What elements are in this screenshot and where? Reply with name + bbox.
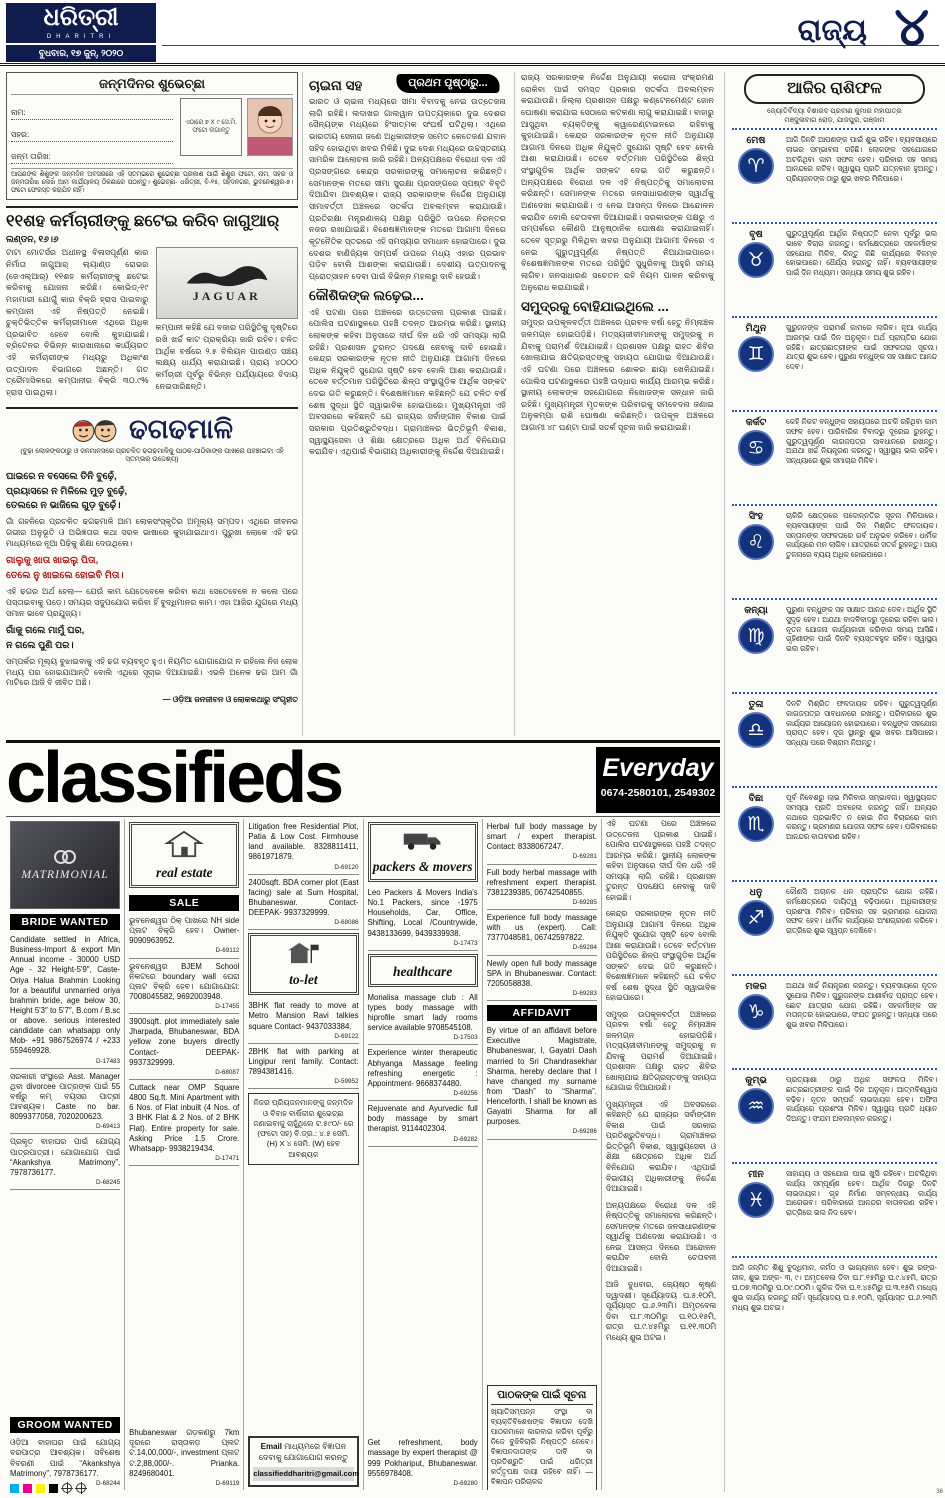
ad-id: D-17471 bbox=[215, 1154, 240, 1162]
ad-text: 3BHK flat ready to move at Metro Mansion Ravi talkies square Contact- 9437033384. bbox=[248, 1001, 359, 1031]
verse-2-line-1: ଗାଲୁକୁ ଖାତା ଖାଇଲୁ ପିତା, bbox=[6, 555, 99, 567]
email-instruction: ମାଧ୍ୟମରେ ବିଜ୍ଞାପନ ଦେବାକୁ ଯୋଗାଯୋଗ କରନ୍ତୁ bbox=[258, 1442, 348, 1462]
registration-target-icon bbox=[62, 1483, 72, 1493]
classified-ad bbox=[10, 932, 120, 1069]
classifieds-column-matrimonial bbox=[6, 819, 125, 1490]
ad-id: D-69284 bbox=[572, 944, 597, 952]
sea-article-body: ସମୁଦ୍ର ଉପକୂଳବର୍ତ୍ତୀ ଅଞ୍ଚଳରେ ପ୍ରବଳ ବର୍ଷା ହେତୁ ନିମ୍ନାଞ୍ଚଳ ଜଳମଗ୍ନ ହୋଇପଡ଼ିଛି। ମତ୍ସ୍ୟଜୀବୀମାନଙ୍କୁ ସମୁଦ୍ରକୁ ନ ଯିବାକୁ ପରାମର୍ଶ ଦିଆଯାଇଛି। ପ୍ରଶାସନ ପକ୍ଷରୁ ରାହତ ଶିବିର ଖୋଲାଯାଇ କ୍ଷତିଗ୍ରସ୍ତଙ୍କୁ ସହାୟତା ଯୋଗାଇ ଦିଆଯାଉଛି। ଏହି ଘଟଣା ପରେ ଅଞ୍ଚଳରେ ଶୋକର ଛାୟା ଖେଳିଯାଇଛି। ପୋଲିସ ଘଟଣାସ୍ଥଳରେ ପହଞ୍ଚି ଉଦ୍ଧାର କାର୍ଯ୍ୟ ଆରମ୍ଭ କରିଛି। ସ୍ଥାନୀୟ ଲୋକଙ୍କ ସହଯୋଗରେ ନିଖୋଜଙ୍କ ସନ୍ଧାନ ଜାରି ରହିଛି। ମୁଖ୍ୟମନ୍ତ୍ରୀ ମୃତକଙ୍କ ପରିବାରକୁ ସମବେଦନା ଜଣାଇ ଅନୁକମ୍ପା ରାଶି ଘୋଷଣା କରିଛନ୍ତି। ଉପକୂଳ ଅଞ୍ଚଳରେ ଆଗାମୀ ୪୮ ଘଣ୍ଟା ପାଇଁ ସତର୍କ ସୂଚନା ଜାରି କରାଯାଇଛି। bbox=[521, 318, 714, 433]
matrimonial-label: MATRIMONIAL bbox=[21, 869, 109, 881]
classified-ad bbox=[248, 998, 358, 1044]
ad-text: Experience full body massage with us (expert). Call: 7377048581, 06742597822. bbox=[486, 913, 597, 943]
continued-from-page-one-label: ପ୍ରଥମ ପୃଷ୍ଠାରୁ... bbox=[395, 74, 501, 93]
sagittarius-icon: ♐ bbox=[738, 900, 774, 936]
zodiac-entry-simha bbox=[732, 504, 937, 598]
zodiac-entry-mesha bbox=[732, 128, 937, 222]
ad-text: 3900sqft. plot immediately sale Jharpada, Bhubaneswar, BDA yellow zone buyers directly Contact- DEEPAK- 9937329999. bbox=[129, 1017, 240, 1067]
verse-3-line-1: ଗାଁକୁ ଗଲେ ମାମୁଁ ଘର, bbox=[6, 625, 85, 637]
bride-wanted-header: BRIDE WANTED bbox=[10, 914, 120, 930]
classified-ad bbox=[487, 956, 597, 1002]
horoscope-title: ଆଜିର ରାଶିଫଳ bbox=[744, 74, 925, 104]
text-paragraph: ସମୁଦ୍ର ଉପକୂଳବର୍ତ୍ତୀ ଅଞ୍ଚଳରେ ପ୍ରବଳ ବର୍ଷା ହେତୁ ନିମ୍ନାଞ୍ଚଳ ଜଳମଗ୍ନ ହୋଇପଡ଼ିଛି। ମତ୍ସ୍ୟଜୀବୀମାନଙ୍କୁ ସମୁଦ୍ରକୁ ନ ଯିବାକୁ ପରାମର୍ଶ ଦିଆଯାଇଛି। ପ୍ରଶାସନ ପକ୍ଷରୁ ରାହତ ଶିବିର ଖୋଲାଯାଇ କ୍ଷତିଗ୍ରସ୍ତଙ୍କୁ ସହାୟତା ଯୋଗାଇ ଦିଆଯାଉଛି। bbox=[605, 1009, 717, 1093]
sea-article-heading: ସମୁଦ୍ରକୁ ବୋହିଯାଇଥିଲେ ... bbox=[521, 299, 669, 315]
zodiac-text: କୌଣସି ଅଚାନକ ଧନ ପ୍ରାପ୍ତିର ଯୋଗ ରହିଛି। କର୍ମକ୍ଷେତ୍ରରେ ଦାୟିତ୍ୱ ବଢ଼ିପାରେ। ଅଧିକାରୀଙ୍କ ପ୍ରଶଂସା ମିଳିବ। ପରିବାର ସହ ଭ୍ରମଣର ଯୋଜନା ସଫଳ ହେବ। ଧାର୍ମିକ କାର୍ଯ୍ୟରେ ଅଂଶଗ୍ରହଣ କରିବେ। ରାତ୍ରିରେ ଶୁଭ ସ୍ୱପ୍ନ ଦେଖିବେ। bbox=[786, 886, 937, 936]
ad-id: D-59952 bbox=[334, 1078, 359, 1086]
date-line: ବୁଧବାର, ୧୭ ଜୁନ୍, ୨୦୨୦ bbox=[6, 45, 156, 62]
zodiac-name: କର୍କଟ bbox=[745, 416, 767, 428]
classified-ad bbox=[129, 1425, 239, 1490]
zodiac-entry-makara bbox=[732, 974, 937, 1068]
horoscope-column bbox=[724, 72, 939, 1492]
zodiac-left bbox=[732, 323, 780, 406]
zodiac-name: ମୀନ bbox=[748, 1168, 764, 1180]
ad-id: D-17503 bbox=[453, 1034, 478, 1042]
classifieds-column-text bbox=[602, 819, 720, 1490]
readers-notice-box bbox=[487, 1385, 597, 1490]
text-paragraph: ଅନ୍ୟପକ୍ଷରେ ବିରୋଧୀ ଦଳ ଏହି ନିଷ୍ପତ୍ତିକୁ ସମାଲୋଚନା କରିଛନ୍ତି। ସେମାନଙ୍କ ମତରେ ଜନସାଧାରଣଙ୍କ ସ୍ୱାର୍ଥକୁ ଅଣଦେଖା କରାଯାଉଛି। ଏ ନେଇ ଆସନ୍ତା ଦିନରେ ଆନ୍ଦୋଳନ କରାଯିବ ବୋଲି ଚେତାବନୀ ଦିଆଯାଇଛି। bbox=[605, 1200, 717, 1273]
jaguar-body-left: ଟାଟା ମୋଟର୍ସର ଅଧୀନସ୍ଥ ବିଳାସପୂର୍ଣ୍ଣ କାର ନିର୍ମାତା ଜାଗୁଆର୍ ଲ୍ୟାଣ୍ଡ ରୋଭର (ଜେଏଲ୍‌ଆର୍) ୧୧ଶହ କର୍ମଚାରୀଙ୍କୁ ଛଟେଇ କରିବାକୁ ଯୋଜନା କରିଛି। କୋଭିଡ୍-୧୯ ମହାମାରୀ ଯୋଗୁଁ କାର ବିକ୍ରି ହ୍ରାସ ପାଇବାରୁ କମ୍ପାନୀ ଏହି ନିଷ୍ପତ୍ତି ନେଇଛି। ଚୁକ୍ତିଭିତ୍ତିକ କର୍ମଚାରୀମାନେ ଏଥିରେ ଅଧିକ ପ୍ରଭାବିତ ହେବେ ବୋଲି କୁହାଯାଇଛି। ବ୍ରିଟେନର ବିଭିନ୍ନ କାରଖାନାରେ କାର୍ଯ୍ୟରତ ଏହି କର୍ମଚାରୀଙ୍କ ମଧ୍ୟରୁ ଅଧିକାଂଶ ଉତ୍ପାଦନ ବିଭାଗରେ ଅଛନ୍ତି। ଗତ ତ୍ରୈମାସିକରେ କମ୍ପାନୀର ବିକ୍ରି ୩୦.୯% ହ୍ରାସ ପାଇଥିଲା। bbox=[6, 248, 149, 397]
zodiac-entry-kanya bbox=[732, 598, 937, 692]
ad-id: D-69280 bbox=[453, 1479, 478, 1487]
zodiac-left bbox=[732, 417, 780, 500]
verse-2 bbox=[6, 554, 298, 583]
jaguar-cat-icon bbox=[181, 263, 273, 289]
dhagadhamali-subtitle: (ବୁଢ଼ା ଲୋକଙ୍କଠାରୁ ଓ ଜନମାନସରେ ପ୍ରଚଳିତ ଢଗଢମାଳିକୁ ପାଠକ-ପାଠିକାଙ୍କ ପାଖରେ ପହଞ୍ଚାଇବା ଏହି ସ୍ତମ୍ଭର ଉଦ୍ଦେଶ୍ୟ) bbox=[20, 447, 284, 464]
taurus-icon: ♉ bbox=[738, 242, 774, 278]
zodiac-name: କୁମ୍ଭ bbox=[745, 1074, 767, 1086]
dhagadhamali-title: ଢଗଢମାଳି bbox=[129, 413, 233, 444]
child-face-icon bbox=[248, 99, 292, 155]
horoscope-footer: ଆଜି ଜନ୍ମିତ ଶିଶୁ ବୁଦ୍ଧିମାନ, କର୍ମଠ ଓ ଭାଗ୍ୟବାନ ହେବ। ଶୁଭ ରଙ୍ଗ- ନୀଳ, ଶୁଭ ଅଙ୍କ- ୩, ୯। ଅମୃତବେଳା ଦିବା ଘ.୮.୧୫ମିରୁ ଘ.୯.୪୫ମି, ରାତ୍ର ଘ.୦୭.୩୦ମିରୁ ଘ.୦୯.୦୦ମି। ଗୁଳିକ ଦିବା ଘ.୧.୪୫ମିରୁ ଘ.୩.୧୫ମି ମଧ୍ୟେ ଶୁଭ କାର୍ଯ୍ୟ କରନ୍ତୁ ନାହିଁ। ସୂର୍ଯ୍ୟୋଦୟ ଘ.୫.୧୦ମି, ସୂର୍ଯ୍ୟାସ୍ତ ଘ.୬.୨୩ମି ମଧ୍ୟ ଶୁଭ ଅଟଇ। bbox=[732, 1256, 937, 1313]
matrimonial-banner bbox=[10, 821, 120, 909]
jaguar-logo-image bbox=[156, 247, 299, 319]
ad-id: D-69122 bbox=[334, 1032, 359, 1040]
ad-id: D-69282 bbox=[453, 1135, 478, 1143]
classified-ad bbox=[10, 1435, 120, 1490]
aquarius-icon: ♒ bbox=[738, 1088, 774, 1124]
zodiac-text: ସାହାଯ୍ୟ ଓ ସହଯୋଗ ପାଇ ଖୁସି ରହିବେ। ଅଟକିଥିବା କାର୍ଯ୍ୟ ସମ୍ପୂର୍ଣ୍ଣ ହେବ। ଆର୍ଥିକ ଦିଗରୁ ଦିନଟି ଲାଭଦାୟକ। ଗୃହ ନିର୍ମାଣ ସମ୍ବନ୍ଧୀୟ କାର୍ଯ୍ୟ ଆଗେଇବ। ପରିବାରରେ ଆନନ୍ଦର ବାତାବରଣ ରହିବ। ରାତ୍ରିରେ ଭଲ ନିଦ ହେବ। bbox=[786, 1168, 937, 1218]
classified-ad bbox=[129, 1080, 239, 1166]
birthday-body bbox=[11, 98, 293, 164]
zodiac-name: କନ୍ୟା bbox=[744, 604, 768, 616]
zodiac-entry-kumbha bbox=[732, 1068, 937, 1162]
ad-id: D-69286 bbox=[572, 1128, 597, 1136]
zodiac-text: ଚାକିରି କ୍ଷେତ୍ରରେ ପଦୋନ୍ନତିର ସୂଚନା ମିଳିପାରେ। ବ୍ୟବସାୟୀଙ୍କ ପାଇଁ ଦିନ ମିଶ୍ରିତ ଫଳଦାୟକ। ସନ୍ତାନଙ୍କ ସଫଳତାରେ ଗର୍ବ ଅନୁଭବ କରିବେ। ଧାର୍ମିକ କାର୍ଯ୍ୟରେ ମନ ଲାଗିବ। ଯାତ୍ରାରେ ସତର୍କ ରୁହନ୍ତୁ। ଆୟ ତୁଳନାରେ ବ୍ୟୟ ଅଧିକ ହୋଇପାରେ। bbox=[786, 510, 937, 560]
groom-wanted-block bbox=[10, 1413, 120, 1490]
ad-text: Litigation free Residential Plot, Patia & Low Cost. Firmhouse land available. 8328811411, 9861971879. bbox=[248, 822, 359, 862]
real-estate-label: real estate bbox=[155, 865, 213, 880]
dhagadhamali-section bbox=[6, 407, 298, 706]
zodiac-entry-karkata bbox=[732, 410, 937, 504]
middle-column-2-intro: ରାଜ୍ୟ ସରକାରଙ୍କ ନିର୍ଦ୍ଦେଶ ଅନୁଯାୟୀ କରୋନା ସଂକ୍ରମଣ ରୋକିବା ପାଇଁ ସମସ୍ତ ପ୍ରକାର ସତର୍କତା ଅବଲମ୍ବନ କରାଯାଉଛି। ଜିଲ୍ଲା ପ୍ରଶାସନ ପକ୍ଷରୁ କଣ୍ଟେନମେଣ୍ଟ ଜୋନ ଘୋଷଣା କରାଯାଇ ସେଠାରେ କଟକଣା ଲାଗୁ କରାଯାଇଛି। ବାହାରୁ ଆସୁଥିବା ବ୍ୟକ୍ତିଙ୍କୁ କ୍ୱାରେଣ୍ଟାଇନରେ ରହିବାକୁ କୁହାଯାଇଛି। କେନ୍ଦ୍ର ସରକାରଙ୍କ ନୂତନ ନୀତି ଅନୁଯାୟୀ ଆଗାମୀ ଦିନରେ ଅଧିକ ନିଯୁକ୍ତି ସୁଯୋଗ ସୃଷ୍ଟି ହେବ ବୋଲି ଆଶା କରାଯାଉଛି। ତେବେ ବର୍ତ୍ତମାନ ପରିସ୍ଥିତିରେ ଶିଳ୍ପ ସଂସ୍ଥାଗୁଡ଼ିକ ଆର୍ଥିକ ସଙ୍କଟ ଦେଇ ଗତି କରୁଛନ୍ତି। ଅନ୍ୟପକ୍ଷରେ ବିରୋଧୀ ଦଳ ଏହି ନିଷ୍ପତ୍ତିକୁ ସମାଲୋଚନା କରିଛନ୍ତି। ସେମାନଙ୍କ ମତରେ ଜନସାଧାରଣଙ୍କ ସ୍ୱାର୍ଥକୁ ଅଣଦେଖା କରାଯାଉଛି। ଏ ନେଇ ଆସନ୍ତା ଦିନରେ ଆନ୍ଦୋଳନ କରାଯିବ ବୋଲି ଚେତାବନୀ ଦିଆଯାଇଛି। ସରକାରଙ୍କ ପକ୍ଷରୁ ଏ ସମ୍ପର୍କରେ କୌଣସି ଆନୁଷ୍ଠାନିକ ଘୋଷଣା କରାଯାଇନାହିଁ। ତେବେ ସୂତ୍ରରୁ ମିଳିଥିବା ଖବର ଅନୁଯାୟୀ ଆଗାମୀ ଦିନରେ ଏ ନେଇ ଗୁରୁତ୍ୱପୂର୍ଣ୍ଣ ନିଷ୍ପତ୍ତି ନିଆଯାଇପାରେ। ବିଶେଷଜ୍ଞମାନଙ୍କ ମତରେ ପରିସ୍ଥିତି ସୁଧୁରିବାକୁ ଆହୁରି ସମୟ ଲାଗିବ। ଜନସାଧାରଣ ସଚେତନ ରହି ନିୟମ ପାଳନ କରିବାକୁ ଅନୁରୋଧ କରାଯାଇଛି। bbox=[521, 73, 714, 292]
zodiac-entry-tula bbox=[732, 692, 937, 786]
zodiac-left bbox=[732, 793, 780, 876]
cartoon-faces-icon bbox=[71, 414, 119, 446]
classifieds-header bbox=[6, 740, 720, 818]
dhagadhamali-header bbox=[6, 414, 298, 446]
ad-id: D-69256 bbox=[453, 1089, 478, 1097]
classifieds-title: classifieds bbox=[6, 740, 342, 818]
name-field-label: ନାମ: bbox=[11, 108, 173, 120]
masthead bbox=[6, 3, 156, 43]
real-estate-category-box bbox=[129, 822, 239, 888]
classified-ad bbox=[248, 1044, 358, 1090]
middle-column-2 bbox=[514, 72, 720, 736]
ad-text: Experience winter therapeutic Abhyanga Massage feeling refreshing energetic : Appointment- 9668374480. bbox=[367, 1048, 478, 1088]
classified-ad bbox=[368, 1101, 478, 1147]
masthead-title: ଧରିତ୍ରୀ bbox=[43, 4, 119, 31]
jaguar-article bbox=[6, 206, 298, 399]
zodiac-name: ମକର bbox=[745, 980, 767, 992]
zodiac-text: ଗୁରୁତ୍ୱପୂର୍ଣ୍ଣ ଆର୍ଥିକ ନିଷ୍ପତ୍ତି ନେବା ପୂର୍ବରୁ ଭଲ ଭାବେ ବିଚାର କରନ୍ତୁ। କର୍ମକ୍ଷେତ୍ରରେ ସହକର୍ମୀଙ୍କ ସହଯୋଗ ମିଳିବ, କିନ୍ତୁ କିଛି କାର୍ଯ୍ୟରେ ବିଳମ୍ବ ହୋଇପାରେ। ଧୈର୍ଯ୍ୟ ହରାନ୍ତୁ ନାହିଁ। ବ୍ୟବସାୟୀଙ୍କ ପାଇଁ ଦିନ ମଧ୍ୟମ। ସନ୍ଧ୍ୟା ସମୟ ଶୁଭ ରହିବ। bbox=[786, 228, 937, 278]
zodiac-left bbox=[732, 605, 780, 688]
healthcare-category-box bbox=[368, 954, 478, 987]
birthday-form-fields bbox=[11, 98, 175, 164]
ad-text: Bhubaneswar ଗଡ଼କଣରୁ 7km ଦୂରରେ ରାସ୍ତାକଡ଼ ପ୍ଲଟ ଟ.14,00,000/-, investment ପ୍ଲଟ ଟ.2,88,000/-. Prianka. 8249680401. bbox=[129, 1428, 240, 1478]
ad-text: Candidate settled in Africa, Business-Import & export Min Annual income - 30000 USD Age - 32 Height-5'9″, Caste-Oriya Halua Brahmin Looking for a beautiful unmarried oriya brahmin bride, age below 30, Height 5'3″ to 5'7″, B.com / B.sc or above. serious interested candidate can whatsapp only Mob- +91 9867526974 / +233 559469928. bbox=[10, 935, 121, 1056]
ad-id: D-17483 bbox=[96, 1057, 121, 1065]
ad-id: D-69281 bbox=[572, 853, 597, 861]
zodiac-left bbox=[732, 1169, 780, 1252]
dhagadhamali-para-1: ଗାଁ ଗହଳିରେ ପ୍ରଚଳିତ ଢଗଢମାଳି ଆମ ଲୋକସଂସ୍କୃତିର ଅମୂଲ୍ୟ ସମ୍ପଦ। ଏଥିରେ ଜୀବନର ଗଭୀର ଅନୁଭୂତି ଓ ଅଭିଜ୍ଞତାର କଥା ସରଳ ଭାଷାରେ କୁହାଯାଇଥାଏ। ପୁରୁଖା ଲୋକେ ଏହି ଢଗ ମାଧ୍ୟମରେ ନୂଆ ପିଢ଼ିକୁ ଶିକ୍ଷା ଦେଉଥିଲେ। bbox=[6, 517, 298, 548]
ad-text: ଭୁବନେଶ୍ୱର ଠିକ୍ ପାଖରେ NH side ପ୍ଲଟ ବିକ୍ରି ହେବ। Owner- 9090963952. bbox=[129, 916, 240, 946]
ad-text: Rejuvenate and Ayurvedic full body massage by smart therapist. 9114402304. bbox=[367, 1104, 478, 1134]
affidavit-ad bbox=[487, 1023, 597, 1139]
jaguar-dateline: ଲଣ୍ଡନ, ୧୬।୬ bbox=[6, 234, 59, 245]
zodiac-left bbox=[732, 1075, 780, 1158]
zodiac-entry-brusha bbox=[732, 222, 937, 316]
middle-column-1 bbox=[302, 72, 512, 736]
dob-field-label: ଜନ୍ମ ତାରିଖ: bbox=[11, 152, 173, 164]
ad-id: D-69112 bbox=[215, 947, 240, 955]
dhagadhamali-para-2: ଏହି ଢଗର ଅର୍ଥ ହେଲା— ଯେଉଁ କାମ ଯେତେବେଳେ କରିବା କଥା ସେତେବେଳେ ନ କଲେ ପରେ ପସ୍ତାଇବାକୁ ପଡ଼େ। ସମୟର ସଦୁପଯୋଗ କରିବା ହିଁ ବୁଦ୍ଧିମାନର କାମ। ଏହା ଆଜିର ଯୁଗରେ ମଧ୍ୟ ସମାନ ଭାବେ ପ୍ରଯୁଜ୍ୟ। bbox=[6, 586, 298, 618]
jaguar-body-right-wrap bbox=[156, 247, 299, 398]
zodiac-name: ତୁଳା bbox=[748, 698, 764, 710]
kaushik-article-body: ଏହି ଘଟଣା ପରେ ଅଞ୍ଚଳରେ ଉତ୍ତେଜନା ପ୍ରକାଶ ପାଇଛି। ପୋଲିସ ଘଟଣାସ୍ଥଳରେ ପହଞ୍ଚି ତଦନ୍ତ ଆରମ୍ଭ କରିଛି। ସ୍ଥାନୀୟ ଲୋକଙ୍କ କହିବା ଅନୁସାରେ ଦୀର୍ଘ ଦିନ ଧରି ଏହି ସମସ୍ୟା ଲାଗି ରହିଛି। ପ୍ରଶାସନ ତୁରନ୍ତ ପଦକ୍ଷେ ନେବାକୁ ଦାବି ହୋଇଛି। କେନ୍ଦ୍ର ସରକାରଙ୍କ ନୂତନ ନୀତି ଅନୁଯାୟୀ ଆଗାମୀ ଦିନରେ ଅଧିକ ନିଯୁକ୍ତି ସୁଯୋଗ ସୃଷ୍ଟି ହେବ ବୋଲି ଆଶା କରାଯାଉଛି। ତେବେ ବର୍ତ୍ତମାନ ପରିସ୍ଥିତିରେ ଶିଳ୍ପ ସଂସ୍ଥାଗୁଡ଼ିକ ଆର୍ଥିକ ସଙ୍କଟ ଦେଇ ଗତି କରୁଛନ୍ତି। ବିଶେଷଜ୍ଞମାନେ କହିଛନ୍ତି ଯେ ଚଳିତ ବର୍ଷ ଶେଷ ସୁଦ୍ଧା ସ୍ଥିତି ସ୍ୱାଭାବିକ ହୋଇପାରେ। ମୁଖ୍ୟମନ୍ତ୍ରୀ ଏହି ଅବସରରେ କହିଛନ୍ତି ଯେ ରାଜ୍ୟର ସର୍ବାଙ୍ଗୀନ ବିକାଶ ପାଇଁ ସରକାର ପ୍ରତିଶ୍ରୁତିବଦ୍ଧ। ଗ୍ରାମାଞ୍ଚଳର ଭିତ୍ତିଭୂମି ବିକାଶ, ସ୍ୱାସ୍ଥ୍ୟସେବା ଓ ଶିକ୍ଷା କ୍ଷେତ୍ରରେ ଅଧିକ ଅର୍ଥ ବିନିଯୋଗ କରାଯିବ। ଏଥିପାଇଁ ବିଭାଗୀୟ ଅଧିକାରୀଙ୍କୁ ନିର୍ଦ୍ଦେଶ ଦିଆଯାଇଛି। bbox=[309, 307, 506, 457]
registration-target-icon bbox=[76, 1483, 86, 1493]
to-let-house-icon bbox=[285, 941, 321, 965]
greeting-rate-box: ନିଜର ପ୍ରିୟଜନମାନଙ୍କୁ ଜନ୍ମଦିନ ଓ ବିବାହ ବାର୍ଷିକୀର ଶୁଭେଚ୍ଛା ଜଣାଇବାକୁ ଚାହୁଁଥିଲେ ଟ.୫୯୦/- ରେ (ଫଟୋ ସହ) ବି.ଡ୍ର.: ୪.୫ ସେମି. (H) X ୪ ସେମି. (W) ହେବ ଆବଶ୍ୟକ bbox=[248, 1093, 358, 1165]
email-label: Email bbox=[260, 1442, 282, 1452]
classifieds-column-affidavit bbox=[483, 819, 602, 1490]
ad-id: D-68086 bbox=[334, 919, 359, 927]
ad-id: D-69283 bbox=[572, 990, 597, 998]
ad-id: D-69120 bbox=[334, 863, 359, 871]
left-column bbox=[6, 72, 298, 736]
cancer-icon: ♋ bbox=[738, 430, 774, 466]
zodiac-entry-bichha bbox=[732, 786, 937, 880]
leo-icon: ♌ bbox=[738, 524, 774, 560]
zodiac-name: ଧନୁ bbox=[749, 886, 763, 898]
zodiac-text: ଆଜି ଦିନଟି ଆପଣଙ୍କ ପାଇଁ ଶୁଭ ରହିବ। ବ୍ୟବସାୟରେ ଲାଭର ସମ୍ଭାବନା ରହିଛି। ଲୋକଙ୍କ ସହଯୋଗରେ ଅଟକିଥିବା କାମ ସଫଳ ହେବ। ପରିବାର ସହ ସମୟ ଆନନ୍ଦରେ କଟିବ। ସ୍ୱାସ୍ଥ୍ୟ ପ୍ରତି ଯତ୍ନବାନ ହୁଅନ୍ତୁ। ପ୍ରିୟଜନଙ୍କ ଠାରୁ ଶୁଭ ଖବର ମିଳିପାରେ। bbox=[786, 134, 937, 184]
text-paragraph: ଏହି ଘଟଣା ପରେ ଅଞ୍ଚଳରେ ଉତ୍ତେଜନା ପ୍ରକାଶ ପାଇଛି। ପୋଲିସ ଘଟଣାସ୍ଥଳରେ ପହଞ୍ଚି ତଦନ୍ତ ଆରମ୍ଭ କରିଛି। ସ୍ଥାନୀୟ ଲୋକଙ୍କ କହିବା ଅନୁସାରେ ଦୀର୍ଘ ଦିନ ଧରି ଏହି ସମସ୍ୟା ଲାଗି ରହିଛି। ପ୍ରଶାସନ ତୁରନ୍ତ ପଦକ୍ଷେପ ନେବାକୁ ଦାବି ହୋଇଛି। bbox=[605, 819, 717, 902]
ad-id: D-68245 bbox=[96, 1178, 121, 1186]
zodiac-left bbox=[732, 229, 780, 312]
dhagadhamali-para-3: ସମ୍ପର୍କର ମୂଲ୍ୟ ବୁଝାଇବାକୁ ଏହି ଢଗ ବ୍ୟବହୃତ ହୁଏ। ନିୟମିତ ଯୋଗାଯୋଗ ନ ରହିଲେ ନିଜ ଲୋକ ମଧ୍ୟ ପର ହୋଇଯାଆନ୍ତି ବୋଲି ଏଥିରେ ସୂଚାଇ ଦିଆଯାଇଛି। ଏଭଳି ଅନେକ ଢଗ ଆମ ଗାଁ ମାଟିରେ ଆଜି ବି ଜୀବିତ ଅଛି। bbox=[6, 656, 298, 688]
ad-text: Get refreshment, body massage by expert therapist @ 999 Pokhariput, Bhubaneswar. 9556978408. bbox=[367, 1438, 478, 1478]
ad-text: Full body herbal massage with refreshment expert therapist. 7381239385, 06742540855. bbox=[486, 867, 597, 897]
packers-movers-label: packers & movers bbox=[372, 859, 473, 874]
truck-icon bbox=[401, 830, 445, 852]
classified-ad bbox=[368, 990, 478, 1046]
ad-text: ପ୍ରକୃତ ବାହାଘର ପାଇଁ ଯୋଗ୍ୟ ପାତ୍ରପାତ୍ରୀ। ଯୋଗାଯୋଗ ପାଇଁ “Akankshya Matrimony”, 7978736177. bbox=[10, 1137, 121, 1177]
affidavit-header: AFFIDAVIT bbox=[487, 1005, 597, 1021]
city-field-label: ସହର: bbox=[11, 130, 173, 142]
astrologer-name: ଜ୍ୟୋତିର୍ବିଦ୍ୟା ବିଶାରଦ ପ୍ରବୀଣ କୁମାର ମହାପାତ୍ର bbox=[767, 108, 902, 115]
readers-notice-text: ଖ୍ୟାତିସମ୍ପନ୍ନ ସଂସ୍ଥା ବା ବ୍ୟକ୍ତିବିଶେଷଙ୍କ ବିଜ୍ଞାପନ ଦେଖି ପାଠକମାନେ କାରବାର କରିବା ପୂର୍ବରୁ ନିଜେ ବୁଝିବିଚାରି ନିଷ୍ପତ୍ତି ନେବେ। ବିଜ୍ଞାପନଦାତାଙ୍କ ଦାବି ବା ପ୍ରତିଶ୍ରୁତି ପାଇଁ ଧରିତ୍ରୀ କର୍ତ୍ତୃପକ୍ଷ ଦାୟୀ ରହିବେ ନାହିଁ। — ବିଜ୍ଞାପନ ପରିଚାଳକ bbox=[490, 1407, 593, 1487]
ad-text: Newly open full body massage SPA in Bhubaneswar. Contact: 7205058838. bbox=[486, 958, 597, 988]
cyan-mark bbox=[10, 1484, 19, 1493]
to-let-category-box bbox=[248, 933, 358, 995]
classifieds-column-realestate bbox=[125, 819, 244, 1490]
email-address: classifieddharitri@gmail.com bbox=[253, 1467, 353, 1481]
gemini-icon: ♊ bbox=[738, 336, 774, 372]
dhagadhamali-footer: — ଓଡ଼ିଆ ଜନଜୀବନ ଓ ଲୋକକଥାରୁ ସଂଗୃହୀତ bbox=[162, 695, 298, 705]
china-article-heading: ଚାଇନା ସହ bbox=[309, 78, 363, 93]
child-photo bbox=[247, 98, 293, 156]
everyday-label: Everyday bbox=[602, 754, 714, 782]
zodiac-name: ବୃଷ bbox=[749, 228, 763, 240]
birthday-instructions: ଆପଣଙ୍କ ଶିଶୁଙ୍କ ଜନ୍ମଦିନ ଅବସରରେ ଏହି ସ୍ତମ୍ଭରେ ଶୁଭେଚ୍ଛା ପ୍ରକାଶ ପାଇଁ ଶିଶୁର ଫଟୋ, ନାମ, ସହର ଓ ଜନ୍ମତାରିଖ ଲେଖି ଆମ କାର୍ଯ୍ୟାଳୟ ଠିକଣାରେ ପଠାନ୍ତୁ। ଶୁଭେଚ୍ଛା- ଧରିତ୍ରୀ, ବି-୧୫, ସହିଦନଗର, ଭୁବନେଶ୍ୱର-୭। ଫଟୋ ଫେରସ୍ତ କରାଯିବ ନାହିଁ। bbox=[11, 168, 293, 196]
jaguar-headline: ୧୧ଶହ କର୍ମଚାରୀଙ୍କୁ ଛଟେଇ କରିବ ଜାଗୁଆର୍ bbox=[6, 211, 280, 230]
scorpio-icon: ♏ bbox=[738, 806, 774, 842]
ad-text: ଓଡ଼ିଆ ବାହାଘର ପାଇଁ ଯୋଗ୍ୟ ବରପାତ୍ର ଆବଶ୍ୟକ। ସବିଶେଷ ବିବରଣୀ ପାଇଁ “Akankshya Matrimony”, 7978736177. bbox=[10, 1438, 121, 1478]
classified-ad bbox=[10, 1134, 120, 1190]
text-paragraph: ମୁଖ୍ୟମନ୍ତ୍ରୀ ଏହି ଅବସରରେ କହିଛନ୍ତି ଯେ ରାଜ୍ୟର ସର୍ବାଙ୍ଗୀନ ବିକାଶ ପାଇଁ ସରକାର ପ୍ରତିଶ୍ରୁତିବଦ୍ଧ। ଗ୍ରାମାଞ୍ଚଳର ଭିତ୍ତିଭୂମି ବିକାଶ, ସ୍ୱାସ୍ଥ୍ୟସେବା ଓ ଶିକ୍ଷା କ୍ଷେତ୍ରରେ ଅଧିକ ଅର୍ଥ ବିନିଯୋଗ କରାଯିବ। ଏଥିପାଇଁ ବିଭାଗୀୟ ଅଧିକାରୀଙ୍କୁ ନିର୍ଦ୍ଦେଶ ଦିଆଯାଇଛି। bbox=[605, 1099, 717, 1194]
wedding-rings-icon bbox=[50, 849, 80, 865]
ad-id: D-17473 bbox=[453, 939, 478, 947]
jaguar-article-columns bbox=[6, 247, 298, 398]
ad-text: Monalisa massage club : All types body massage with hiprofile smart lady rooms service available 9708545108. bbox=[367, 992, 478, 1033]
classified-ad bbox=[487, 910, 597, 956]
classified-ad bbox=[487, 865, 597, 911]
classified-ad bbox=[368, 1435, 478, 1490]
sale-header: SALE bbox=[129, 895, 239, 911]
verse-1-line-1: ଘାଇରେ ନ ବସେଲେ ତିନି ବୁଢ଼େଁ, bbox=[6, 471, 117, 483]
ad-text: ସରକାରୀ ସଂସ୍ଥାରେ Asst. Manager ଥିବା divorcee ପାତ୍ରଙ୍କ ପାଇଁ 55 ବର୍ଷରୁ କମ୍ ବୟସର ପାତ୍ରୀ ଆବଶ୍ୟକ। Caste no bar. 8099377058, 7020200623. bbox=[10, 1071, 121, 1122]
ad-text: 2400sqft. BDA corner plot (East facing) sale at Sum Hospital, Bhubaneswar. Contact- DEEPAK- 9937329999. bbox=[248, 877, 359, 918]
classified-ad bbox=[368, 1045, 478, 1101]
zodiac-text: କେହି ନିକଟ ବନ୍ଧୁଙ୍କ ସହାୟତାରେ ଅଟକି ରହିଥିବା କାମ ସଫଳ ହେବ। ପାରିବାରିକ ବିବାଦରୁ ଦୂରେଇ ରୁହନ୍ତୁ। ଗୁରୁତ୍ୱପୂର୍ଣ୍ଣ କାଗଜପତ୍ର ସାବଧାନରେ ରଖନ୍ତୁ। ଅଯଥା ଖର୍ଚ୍ଚ ନିୟନ୍ତ୍ରଣ କରନ୍ତୁ। ସ୍ୱାସ୍ଥ୍ୟ ଭଲ ରହିବ। ସନ୍ଧ୍ୟାରେ ଶୁଭ ସମାଚାର ମିଳିବ। bbox=[786, 416, 937, 466]
zodiac-name: ମିଥୁନ bbox=[745, 322, 767, 334]
photo-size-note: ଏଠାରେ ୭ X ୯ ସେ.ମି. ଫଟୋ ଲଗାନ୍ତୁ bbox=[180, 98, 242, 156]
print-page-code: 36 bbox=[936, 1489, 943, 1495]
verse-1-line-2: ପ୍ରୟାସରେ ନ ମିଳିଲେ ମୁଡ଼ ବୁଢ଼େଁ, bbox=[6, 485, 128, 497]
zodiac-text: ପ୍ରତ୍ୟାଶା ଠାରୁ ଅଧିକ ସଫଳତା ମିଳିବ। ଛାତ୍ରଛାତ୍ରୀଙ୍କ ପାଇଁ ଦିନ ଅନୁକୂଳ। ଆତ୍ମବିଶ୍ୱାସ ବଢ଼ିବ। ନୂତନ ସମ୍ପର୍କ ଲାଭଦାୟକ ହେବ। ଅଫିସ କାର୍ଯ୍ୟରେ ପ୍ରଶଂସା ମିଳିବ। ସ୍ୱାସ୍ଥ୍ୟ ପ୍ରତି ଧ୍ୟାନ ଦିଅନ୍ତୁ। ସଂଯମ ଅବଲମ୍ବନ କରନ୍ତୁ। bbox=[786, 1074, 937, 1124]
ad-text: By virtue of an affidavit before Executive Magistrate, Bhubaneswar, I, Gayatri Dash married to Sri Chandrasekhar Sharma, hereby declare that I have changed my surname from “Dash” to “Sharma”. Henceforth. I shall be known as Gayatri Sharma for all purposes. bbox=[486, 1026, 597, 1127]
readers-notice-title: ପାଠକଙ୍କ ପାଇଁ ସୂଚନା bbox=[491, 1389, 593, 1405]
verse-3 bbox=[6, 624, 298, 653]
groom-wanted-header: GROOM WANTED bbox=[10, 1417, 120, 1433]
zodiac-name: ବିଛା bbox=[748, 792, 764, 804]
verse-3-line-2: ନ ଗଲେ ପୁଣି ପର। bbox=[6, 639, 74, 651]
zodiac-entry-dhanu bbox=[732, 880, 937, 974]
classified-ad bbox=[248, 819, 358, 875]
birthday-wishes-box bbox=[6, 72, 298, 200]
classified-ad bbox=[248, 875, 358, 931]
ad-id: D-17455 bbox=[215, 1003, 240, 1011]
jaguar-brand-text: JAGUAR bbox=[192, 288, 261, 303]
zodiac-text: ଦିନଟି ମିଶ୍ରିତ ଫଳଦାୟକ ରହିବ। ଗୁରୁତ୍ୱପୂର୍ଣ୍ଣ କାଗଜପତ୍ର ସାବଧାନରେ ରଖନ୍ତୁ। ପରିବାରରେ ଶୁଭ କାର୍ଯ୍ୟର ଆୟୋଜନ ହୋଇପାରେ। ବନ୍ଧୁଙ୍କ ସହଯୋଗ ପ୍ରାପ୍ତ ହେବ। ଦୂର ସ୍ଥାନରୁ ଶୁଭ ଖବର ଆସିପାରେ। ସନ୍ଧ୍ୟା ପରେ ବିଶ୍ରାମ ନିଅନ୍ତୁ। bbox=[786, 698, 937, 748]
virgo-icon: ♍ bbox=[738, 618, 774, 654]
to-let-label: to-let bbox=[289, 972, 318, 988]
color-registration-marks bbox=[10, 1483, 86, 1493]
capricorn-icon: ♑ bbox=[738, 994, 774, 1030]
ad-id: D-68087 bbox=[215, 1068, 240, 1076]
verse-1-line-3: ତେଲରେ ନ ଭାଜିଲେ ଗୁଡ଼ ବୁଢ଼େଁ। bbox=[6, 499, 121, 511]
zodiac-text: ପୂର୍ବ ନିବେଶରୁ ଲାଭ ମିଳିବାର ସମ୍ଭାବନା। ସ୍ୱାସ୍ଥ୍ୟଗତ ସମସ୍ୟା ପ୍ରତି ଅବହେଳା କରନ୍ତୁ ନାହିଁ। ଅନ୍ୟର କଥାରେ ପ୍ରଭାବିତ ନ ହୋଇ ନିଜ ବିଚାରରେ କାମ କରନ୍ତୁ। ଭ୍ରମଣର ଯୋଜନା ସଫଳ ହେବ। ପରିବାରରେ ଆନନ୍ଦର ବାତାବରଣ ରହିବ। bbox=[786, 792, 937, 842]
masthead-subtitle: DHARITRI bbox=[46, 34, 116, 40]
zodiac-text: ପୁରୁଣା ବନ୍ଧୁଙ୍କ ସହ ସାକ୍ଷାତ ଆନନ୍ଦ ଦେବ। ଆର୍ଥିକ ସ୍ଥିତି ସୁଦୃଢ଼ ହେବ। ଅଯଥା ବାଦବିବାଦରୁ ଦୂରେଇ ରହିବା ଭଲ। ନୂତନ ଯୋଜନା କାର୍ଯ୍ୟକାରୀ କରିବାର ସମୟ ଆସିଛି। ଗୃହିଣୀଙ୍କ ପାଇଁ ଦିନଟି ବ୍ୟସ୍ତବହୁଳ ରହିବ। ସ୍ୱାସ୍ଥ୍ୟ ଭଲ ରହିବ। bbox=[786, 604, 937, 654]
ad-text: 2BHK flat with parking at Lingipur rent family. Contact: 7894381416. bbox=[248, 1046, 359, 1077]
verse-1 bbox=[6, 470, 298, 513]
ad-id: D-69413 bbox=[96, 1123, 121, 1131]
jaguar-body-right: କମ୍ପାନୀ କହିଛି ଯେ ବଜାର ପରିସ୍ଥିତିକୁ ଦୃଷ୍ଟିରେ ରଖି ଖର୍ଚ୍ଚ କାଟ ପ୍ରକ୍ରିୟା ଜାରି ରହିବ। ଚଳିତ ଆର୍ଥିକ ବର୍ଷରେ ୨.୫ ବିଲିୟନ ପାଉଣ୍ଡ ସଞ୍ଚୟ ଲକ୍ଷ୍ୟ ଧାର୍ଯ୍ୟ କରାଯାଇଛି। ପ୍ରାୟ ୪୦୦୦ କର୍ମଚାରୀ ପୂର୍ବରୁ ବିଭିନ୍ନ ପର୍ଯ୍ୟାୟରେ ବିଦାୟ ନେଇସାରିଛନ୍ତି। bbox=[155, 323, 298, 391]
zodiac-left bbox=[732, 511, 780, 594]
classified-ad bbox=[129, 1014, 239, 1080]
packers-movers-category-box bbox=[368, 822, 478, 882]
email-advert-box bbox=[248, 1436, 358, 1487]
astrologer-address: ମଞ୍ଜୁଳାବାଗ ରୋଡ଼, ଯାଜପୁର, ଗଞ୍ଜାମ bbox=[784, 117, 885, 125]
classifieds-phone-numbers: 0674-2580101, 2549302 bbox=[600, 787, 716, 799]
classified-ad bbox=[10, 1069, 120, 1135]
aries-icon: ♈ bbox=[738, 148, 774, 184]
ad-text: Cuttack near OMP Square 4800 Sq.ft. Mini Apartment with 6 Nos. of Flat inbuilt (4 Nos. of 3 BHK Flat & 2 Nos. of 2 BHK Flat). Entire property for sale. Asking Price 1.5 Crore. Whatsapp- 9938219434. bbox=[129, 1083, 240, 1153]
ad-id: D-69119 bbox=[215, 1479, 240, 1487]
zodiac-left bbox=[732, 981, 780, 1064]
zodiac-entry-meena bbox=[732, 1162, 937, 1256]
china-article-body: ଭାରତ ଓ ଚାଇନା ମଧ୍ୟରେ ସୀମା ବିବାଦକୁ ନେଇ ଉତ୍ତେଜନା ଲାଗି ରହିଛି। ଲଦାଖର ଗାଲୱାନ ଉପତ୍ୟକାରେ ଦୁଇ ଦେଶର ସୈନ୍ୟଙ୍କ ମଧ୍ୟରେ ହିଂସାତ୍ମକ ସଂଘର୍ଷ ଘଟିଥିଲା। ଏଥିରେ ଭାରତୀୟ ସେନାର ଜଣେ ଅଧିକାରୀଙ୍କ ସମେତ କେତେଜଣ ଯବାନ ସହିଦ ହୋଇଥିବା ଖବର ମିଳିଛି। ଦୁଇ ଦେଶ ମଧ୍ୟରେ ଉଚ୍ଚସ୍ତରୀୟ ସାମରିକ ଆଲୋଚନା ଜାରି ରହିଛି। ଅନ୍ୟପକ୍ଷରେ ବିରୋଧୀ ଦଳ ଏହି ପ୍ରସଙ୍ଗରେ କେନ୍ଦ୍ର ସରକାରଙ୍କୁ ସମାଲୋଚନା କରିଛନ୍ତି। ସେମାନଙ୍କ ମତରେ ସୀମା ସୁରକ୍ଷା ପ୍ରସଙ୍ଗରେ ସ୍ପଷ୍ଟ ବିବୃତି ଦିଆଯିବା ଆବଶ୍ୟକ। ରାଜ୍ୟ ସରକାରଙ୍କ ନିର୍ଦ୍ଦେଶ ଅନୁଯାୟୀ ସୀମାବର୍ତ୍ତୀ ଅଞ୍ଚଳରେ ସତର୍କତା ଅବଲମ୍ବନ କରାଯାଉଛି। ପ୍ରତିରକ୍ଷା ମନ୍ତ୍ରଣାଳୟ ପକ୍ଷରୁ ପରିସ୍ଥିତି ଉପରେ ନିରନ୍ତର ନଜର ରଖାଯାଇଛି। ବିଶେଷଜ୍ଞମାନଙ୍କ ମତରେ ଆଗାମୀ ଦିନରେ କୂଟନୈତିକ ସ୍ତରରେ ଏହି ସମସ୍ୟାର ସମାଧାନ ହୋଇପାରେ। ଦୁଇ ଦେଶର ବାଣିଜ୍ୟିକ ସମ୍ପର୍କ ଉପରେ ମଧ୍ୟ ଏହାର ପ୍ରଭାବ ପଡ଼ିବ ବୋଲି ଆଶଙ୍କା କରାଯାଉଛି। ଦେଶୀୟ ଉତ୍ପାଦନକୁ ପ୍ରୋତ୍ସାହନ ଦେବା ପାଇଁ ବିଭିନ୍ନ ମହଲରୁ ଦାବି ହେଉଛି। bbox=[309, 97, 506, 281]
classifieds-grid bbox=[6, 819, 720, 1490]
zodiac-text: ଗୁରୁଜନଙ୍କ ପରାମର୍ଶ କାମରେ ଲାଗିବ। ନୂଆ କାର୍ଯ୍ୟ ଆରମ୍ଭ ପାଇଁ ଦିନ ଅନୁକୂଳ। ଅର୍ଥ ପ୍ରାପ୍ତିର ଯୋଗ ରହିଛି। ଛାତ୍ରଛାତ୍ରୀଙ୍କ ପାଇଁ ସଫଳତାର ସୂଚନା। ଯାତ୍ରା ଶୁଭ ହେବ। ପୁରୁଣା ବନ୍ଧୁଙ୍କ ସହ ସାକ୍ଷାତ ଆନନ୍ଦ ଦେବ। bbox=[786, 322, 937, 372]
classifieds-section bbox=[6, 740, 720, 1490]
text-paragraph: ଆଜି ବୁଧବାର, ଜ୍ୟେଷ୍ଠ କୃଷ୍ଣ ଦ୍ୱାଦଶୀ। ସୂର୍ଯ୍ୟୋଦୟ ଘ.୫.୧୦ମି, ସୂର୍ଯ୍ୟାସ୍ତ ଘ.୬.୨୩ମି। ଅମୃତବେଳା ଦିବା ଘ.୮.୩୦ମିରୁ ଘ.୧୦.୧୫ମି, ରାତ୍ର ଘ.୯.୪୫ମିରୁ ଘ.୧୧.୩୦ମି ମଧ୍ୟେ ଶୁଭ ଅଟଇ। bbox=[605, 1280, 717, 1342]
ad-text: Leo Packers & Movers India's No.1 Packers, since -1975 Households, Car, Office, Shifting, Local /Countrywide, 9438133699, 9439339938. bbox=[367, 888, 478, 938]
classified-ad bbox=[129, 959, 239, 1015]
horoscope-subtitle bbox=[732, 107, 937, 126]
classified-ad bbox=[487, 819, 597, 865]
yellow-mark bbox=[36, 1484, 45, 1493]
magenta-mark bbox=[23, 1484, 32, 1493]
page-header bbox=[0, 0, 945, 66]
zodiac-name: ସିଂହ bbox=[748, 510, 764, 522]
zodiac-name: ମେଷ bbox=[746, 134, 766, 146]
birthday-title: ଜନ୍ମଦିନର ଶୁଭେଚ୍ଛା bbox=[11, 76, 293, 95]
libra-icon: ♎ bbox=[738, 712, 774, 748]
ad-id: D-69285 bbox=[572, 898, 597, 906]
zodiac-left bbox=[732, 887, 780, 970]
healthcare-label: healthcare bbox=[392, 963, 453, 979]
ad-text: ଭୁବନେଶ୍ୱର BJEM School ନିକଟରେ boundary wall ଘେରା ପ୍ଲଟ ବିକ୍ରି ହେବ। ଯୋଗାଯୋଗ: 7008045582, 9692003948. bbox=[129, 961, 240, 1001]
verse-2-line-2: ତେଲେ ନୁ ଖାଇଲେ ହୋଇବି ମିତା। bbox=[6, 569, 124, 581]
ad-text: Herbal full body massage by smart / expert therapist. Contact: 8338067247. bbox=[486, 822, 597, 852]
zodiac-entry-mithuna bbox=[732, 316, 937, 410]
kaushik-article-heading: କୌଶିକଙ୍କ ଲଢ଼େଇ... bbox=[309, 288, 424, 304]
classifieds-column-packers bbox=[364, 819, 483, 1490]
house-icon bbox=[164, 830, 204, 858]
zodiac-text: ଅଯଥା ଖର୍ଚ୍ଚ ନିୟନ୍ତ୍ରଣ କରନ୍ତୁ। ବ୍ୟବସାୟରେ ନୂତନ ସୁଯୋଗ ମିଳିବ। ଗୁରୁଜନଙ୍କ ଆଶୀର୍ବାଦ ପ୍ରାପ୍ତ ହେବ। ଛୋଟ ଯାତ୍ରାର ଯୋଗ ରହିଛି। ସହକର୍ମୀଙ୍କ ସହ ମତାନ୍ତର ହୋଇପାରେ, ସଂଯତ ରୁହନ୍ତୁ। ସନ୍ଧ୍ୟା ପରେ ଶୁଭ ଖବର ମିଳିପାରେ। bbox=[786, 980, 937, 1030]
everyday-box bbox=[596, 747, 720, 813]
black-mark bbox=[49, 1484, 58, 1493]
text-paragraph: କେନ୍ଦ୍ର ସରକାରଙ୍କ ନୂତନ ନୀତି ଅନୁଯାୟୀ ଆଗାମୀ ଦିନରେ ଅଧିକ ନିଯୁକ୍ତି ସୁଯୋଗ ସୃଷ୍ଟି ହେବ ବୋଲି ଆଶା କରାଯାଉଛି। ତେବେ ବର୍ତ୍ତମାନ ପରିସ୍ଥିତିରେ ଶିଳ୍ପ ସଂସ୍ଥାଗୁଡ଼ିକ ଆର୍ଥିକ ସଙ୍କଟ ଦେଇ ଗତି କରୁଛନ୍ତି। ବିଶେଷଜ୍ଞମାନେ କହିଛନ୍ତି ଯେ ଚଳିତ ବର୍ଷ ଶେଷ ସୁଦ୍ଧା ସ୍ଥିତି ସ୍ୱାଭାବିକ ହୋଇପାରେ। bbox=[605, 909, 717, 1003]
ad-id: D-68244 bbox=[96, 1479, 121, 1487]
page-number: ୪ bbox=[894, 0, 929, 57]
zodiac-left bbox=[732, 699, 780, 782]
zodiac-left bbox=[732, 135, 780, 218]
classified-ad bbox=[368, 885, 478, 951]
classifieds-column-tolet bbox=[244, 819, 363, 1490]
pisces-icon: ♓ bbox=[738, 1182, 774, 1218]
classified-ad bbox=[129, 913, 239, 959]
section-name: ରାଜ୍ୟ bbox=[797, 14, 867, 47]
